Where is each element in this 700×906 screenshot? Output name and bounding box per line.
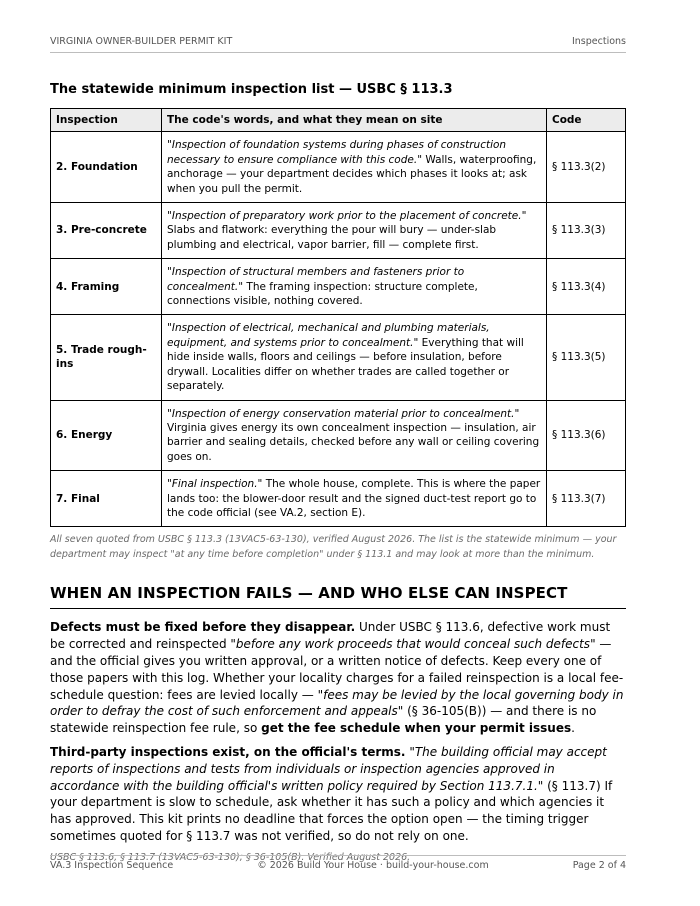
emphasis: get the fee schedule when your permit issues xyxy=(261,721,572,736)
table-row xyxy=(51,400,626,471)
paragraph-third-party: Third-party inspections exist, on the official's terms. "The building official may accept reports of inspections and tests from individuals or inspection agencies approved in accordance with the building official's written policy required by Section 113.7.1." (§ 113.7) If your department is slow to schedule, ask whether it has such a policy and which agencies it has approved. This kit prints no deadline that forces the option open — the timing trigger sometimes quoted for § 113.7 was not verified, so do not rely on one. xyxy=(50,744,613,843)
code-ref: § 113.3(4) xyxy=(547,259,626,315)
column-header-code: Code xyxy=(547,109,626,132)
code-quote: Final inspection. xyxy=(171,478,258,491)
column-header-meaning: The code's words, and what they mean on site xyxy=(162,109,547,132)
inspection-name: 6. Energy xyxy=(51,400,162,471)
page-number: Page 2 of 4 xyxy=(572,860,626,871)
code-ref: § 113.3(5) xyxy=(547,315,626,400)
paragraph-defects: Defects must be fixed before they disappear. Under USBC § 113.6, defective work must be corrected and reinspected "before any work proceeds that would conceal such defects" — and the official gives you written approval, or a written notice of defects. Keep every one of those papers with this log. Whether your locality charges for a failed reinspection is a local fee-schedule question: fees are levied locally — "fees may be levied by the local governing body in order to defray the cost of such enforcement and appeals" (§ 36-105(B)) — and there is no statewide reinspection fee rule, so get the fee schedule when your permit issues. xyxy=(50,620,624,736)
code-ref: § 113.3(7) xyxy=(547,471,626,527)
code-quote: Inspection of structural members and fasteners prior to concealment. xyxy=(167,266,465,293)
table-row xyxy=(51,203,626,259)
paragraph-lead: Third-party inspections exist, on the official's terms. xyxy=(50,744,406,759)
footer-copyright: © 2026 Build Your House · build-your-house.com xyxy=(257,860,489,871)
inline-quote: before any work proceeds that would conceal such defects xyxy=(235,637,591,652)
inline-quote: fees may be levied by the local governing body in order to defray the cost of such enforcement and appeals xyxy=(50,687,624,719)
table-row xyxy=(51,471,626,527)
inspection-name: 4. Framing xyxy=(51,259,162,315)
site-meaning: Walls, waterproofing, anchorage — your department decides which phases it looks at; ask when you pull the permit. xyxy=(167,153,537,195)
inspection-name: 5. Trade rough-ins xyxy=(51,315,162,400)
kit-title: VIRGINIA OWNER-BUILDER PERMIT KIT xyxy=(50,36,233,47)
inline-quote: The building official may accept reports of inspections and tests from individuals or inspection agencies approved in accordance with the building official's written policy required by Section 113.7.1. xyxy=(50,744,607,793)
inspection-name: 7. Final xyxy=(51,471,162,527)
table-row xyxy=(51,259,626,315)
inspection-description: "Final inspection." The whole house, complete. This is where the paper lands too: the blower-door result and the signed duct-test report go to the code official (see VA.2, section E). xyxy=(162,471,547,527)
inspection-description: "Inspection of energy conservation material prior to concealment." Virginia gives energy its own concealment inspection — insulation, air barrier and sealing details, checked before any wall or ceiling covering goes on. xyxy=(162,400,547,471)
code-ref: § 113.3(2) xyxy=(547,132,626,203)
inspection-description: "Inspection of structural members and fasteners prior to concealment." The framing inspection: structure complete, connections visible, nothing covered. xyxy=(162,259,547,315)
code-ref: § 113.3(6) xyxy=(547,400,626,471)
inspection-name: 3. Pre-concrete xyxy=(51,203,162,259)
site-meaning: The whole house, complete. This is where the paper lands too: the blower-door result and the signed duct-test report go to the code official (see VA.2, section E). xyxy=(167,478,541,519)
table-row xyxy=(51,315,626,400)
site-meaning: Slabs and flatwork: everything the pour will bury — under-slab plumbing and electrical, vapor barrier, fill — complete first. xyxy=(167,224,497,251)
section-heading: WHEN AN INSPECTION FAILS — AND WHO ELSE CAN INSPECT xyxy=(50,584,626,609)
table-title: The statewide minimum inspection list — USBC § 113.3 xyxy=(50,82,453,97)
code-quote: Inspection of preparatory work prior to the placement of concrete. xyxy=(171,210,522,223)
section-label: Inspections xyxy=(571,36,626,47)
page-footer xyxy=(50,855,626,871)
site-meaning: Virginia gives energy its own concealment inspection — insulation, air barrier and sealing details, checked before any wall or ceiling covering goes on. xyxy=(167,421,540,463)
code-quote: Inspection of energy conservation material prior to concealment. xyxy=(171,407,515,420)
table-header-row xyxy=(51,109,626,132)
table-note: All seven quoted from USBC § 113.3 (13VAC5-63-130), verified August 2026. The list is the statewide minimum — your department may inspect "at any time before completion" under § 113.1 and may look at more than the minimum. xyxy=(50,534,617,560)
inspection-name: 2. Foundation xyxy=(51,132,162,203)
inspection-table xyxy=(50,108,626,527)
site-meaning: Everything that will hide inside walls, floors and ceilings — before insulation, before drywall. Localities differ on whether trades are called together or separately. xyxy=(167,336,524,393)
code-ref: § 113.3(3) xyxy=(547,203,626,259)
code-quote: Inspection of electrical, mechanical and plumbing materials, equipment, and systems prior to concealment. xyxy=(167,322,490,349)
source-note: USBC § 113.6, § 113.7 (13VAC5-63-130); § 36-105(B). Verified August 2026. xyxy=(50,851,411,863)
column-header-inspection: Inspection xyxy=(51,109,162,132)
running-header xyxy=(50,36,626,53)
content xyxy=(50,82,626,863)
code-quote: Inspection of foundation systems during phases of construction necessary to ensure compliance with this code. xyxy=(167,139,507,166)
inspection-description: "Inspection of foundation systems during phases of construction necessary to ensure compliance with this code." Walls, waterproofing, anchorage — your department decides which phases it looks at; ask when you pull the permit. xyxy=(162,132,547,203)
inspection-description: "Inspection of electrical, mechanical and plumbing materials, equipment, and systems prior to concealment." Everything that will hide inside walls, floors and ceilings — before insulation, before drywall. Localities differ on whether trades are called together or separately. xyxy=(162,315,547,400)
site-meaning: The framing inspection: structure complete, connections visible, nothing covered. xyxy=(167,280,478,308)
paragraph-lead: Defects must be fixed before they disappear. xyxy=(50,620,356,635)
table-row xyxy=(51,132,626,203)
footer-doc-id: VA.3 Inspection Sequence xyxy=(50,860,174,871)
inspection-description: "Inspection of preparatory work prior to the placement of concrete." Slabs and flatwork: everything the pour will bury — under-slab plumbing and electrical, vapor barrier, fill — complete first. xyxy=(162,203,547,259)
